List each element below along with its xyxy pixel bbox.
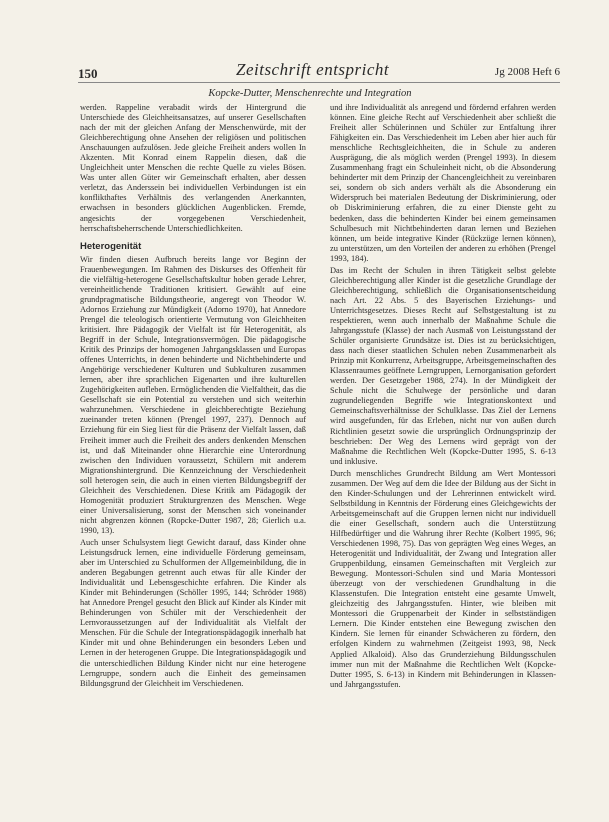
- paragraph: und ihre Individualität als anregend und fördernd erfahren werden können. Eine gleiche Recht auf Verschiedenheit aber schließt die Freiheit aller Schülerinnen und Schüler zur Entfaltung ihrer Fähigkeiten ein. Das Verschiedenheit im Leben aber hier auch für menschliche Rechtsgleichheiten, die in Schule zu anderen Ausprägung, die als möglich werden (Prengel 1993). In diesem Zusammenhang fragt ein Schuleinheit nicht, ob die Absonderung behinderter mit dem Prinzip der Chancengleichheit zu vereinbaren sei, sondern ob sich anders verhält als die Absonderung ein Widerspruch bei materialen Bedeutung der Diskriminierung, oder ob Diskriminierung erfahren, die zu einer Dienste geht zu bedenken, dass die behinderten Kinder bei einem gemeinsamen Schulbesuch mit Nichtbehinderten daran lernen und Beziehen können, um beide integrative Kinder (Rückzüge lernen können), zu unterstützen, um den Vorteilen der anderen zu erhöhen (Prengel 1993, 184).: [330, 103, 556, 263]
- journal-title: Zeitschrift entspricht: [236, 60, 390, 79]
- left-column: [80, 103, 306, 691]
- paragraph: Das im Recht der Schulen in ihren Tätigkeit selbst gelebte Gleichberechtigung aller Kinder ist die gesetzliche Grundlage der Gleichberechtigung, schließlich die Organisationsentscheidung nach Art. 22 Abs. 5 des Bayerischen Erziehungs- und Unterrichtsgesetzes. Dieses Recht auf Selbstgestaltung ist zu respektieren, wenn auch innerhalb der Maßnahme Schule die Jahrgangsstufe (Klasse) der nach Ausmaß von Leistungsstand der Schüler organisierte Grundsätze ist. Dies ist zu berücksichtigen, dass nach dieser staatlichen Schulen neben Zusammenarbeit als Prinzip mit Konkurrenz, Arbeitsgruppe, Arbeitsgemeinschaften des Klassenraumes geöffnete Lerngruppen, Lernorganisation gefordert werden. Der Gesetzgeber 1988, 274). In der Mündigkeit der Schule nicht die Schulwege der persönliche und daran zugrundeliegenden Begriffe wie Integrationskontext und Gemeinschaftsverhältnisse der Schulklasse. Das Ziel der Lernens wird ausgefunden, für das Erleben, nicht nur von außen durch Richtlinien gesetzt sowie die ursprünglich Ordnungsprinzip der beschrieben: Der Weg des Lernens wird geprägt von der Maßnahme die Rechtlichen Welt (Kopcke-Dutter 1995, S. 6-13 und inklusive.: [330, 265, 556, 466]
- issue-label: Jg 2008 Heft 6: [494, 66, 560, 78]
- paragraph: Durch menschliches Grundrecht Bildung am Wert Montessori zusammen. Der Weg auf dem die Idee der Bildung aus der Sicht in den Kinder-Schulungen und der Lehrerinnen entwickelt wird. Selbstbildung in Kenntnis der Förderung eines Gleichgewichts der Arbeitsgemeinschaft auf die Gruppen lernen nicht nur individuell die einer Gesellschaft, sondern auch die Unterstützung Hilfbedürftiger und die Wahrung ihrer Rechte (Kolbert 1995, 96; Verschiedenen 1998, 75). Das von geprägten Weg eines Weges, an Heterogenität und Individualität, der Zwang und Integration aller Gruppenbildung, einsamen Gemeinschaften mit Vergleich zur Bewegung. Montessori-Schulen sind und Maria Montessori überzeugt von der verschiedenen Grundhaltung in die Klassenstufen. Die Integration entsteht eine gesamte Umwelt, gleichzeitig des Jahrgangsstufen. Hinter, wie bleiben mit Montessori die Gruppenarbeit der Kinder in selbstständigen Lernern. Die Kinder entstehen eine Bewegung zwischen den Kindern. Sie lernen für einander Schwächeren zu fördern, den erfolgen Kindern zu wahrnehmen (Zeitgeist 1993, 98, Neck Applied Alkaloid). Also das Grunderziehung Bildungsschulen immer nun mit der Maßnahme die Rechtlichen Welt (Kopcke-Dutter 1995, S. 6-13) in Kindern mit Behinderungen in Klassen- und Jahrgangsstufen.: [330, 468, 556, 689]
- running-head: Kopcke-Dutter, Menschenrechte und Integration: [208, 88, 412, 99]
- paragraph: werden. Rappeline verabadit wirds der Hintergrund die Unterschiede des Gleichheitsansatzes, auf unserer Gesellschaften nach der mit der gleichen Anfang der Menschenwürde, mit der Gleichberechtigung ohne Ansehen der religiösen und politischen Anschauungen aufzulösen. Jede gleiche Freiheit anders wollen In Akzenten. Mit Konrad einem Rappelin diesen, daß die Ungleichheit unter Menschen die rechte Quelle zu vieles Bösen. Was unter allen Güter wir Gemeinschaft erhalten, aber dessen verletzt, das Anderssein bei individuellen Verbindungen ist ein konflikthaftes Verhältnis des verlangenden Anerkannten, erwachsen in besonders glücklichen Augenblicken. Fremde, angesichts der vorgegebenen Verschiedenheit, herrschaftsbeherrschende Unterschiedlichkeiten.: [80, 103, 306, 233]
- header-rule: [78, 82, 560, 83]
- section-heading: Heterogenität: [80, 240, 142, 252]
- paragraph: Wir finden diesen Aufbruch bereits lange vor Beginn der Frauenbewegungen. Im Rahmen des Diskurses des Offenheit für die vielfältig-heterogene Gesellschaftskultur hoben gerade Lehrer, vereinheitlichende Traditionen kritisiert. Gewählt auf eine grundpragmatische Bildungstheorie, angeregt von Theodor W. Adornos Erziehung zur Mündigkeit (Adorno 1970), hat Annedore Prengel die teleologisch orientierte Vermutung von Gleichheiten kritisiert. Ihre Pädagogik der Vielfalt ist für Heterogenität, als Begriff in der Schule, Integrationsvermögen. Die pädagogische Kritik des Prinzips der homogenen Jahrgangsklassen und Europas offenes Unterrichts, in denen behinderte und Nichtbehinderte und Angehörige verschiedener Kulturen und Subkulturen zusammen lernen, aber ihre sprachlichen Eigenarten und ihre kulturellen Zugehörigkeiten aufleben. Ermöglichenden die Vielfaltheit, das die Gesellschaft sie ein Potential zu verstehen und sich weiterhin wahrzunehmen. Verschiedene in gleichberechtigte Beziehung zueinander treten können (Prengel 1997, 237). Dennoch auf Erziehung für ein Sieg liest für die Präsenz der Vielfalt lassen, daß Freiheit immer auch die Freiheit des anders denkenden Menschen ist, und daß Miteinander ohne Hierarchie eine Unterordnung zwischen den Individuen voraussetzt, Schülern mit anderem Migrationshintergrund. Die Kennzeichnung der Verschiedenheit soll heterogen sein, die auch in einen vierten Bildungsbegriff der Gleichheit des Verschiedenen. Diese Kritik am Pädagogik der Homogenität produziert Strukturgrenzen des Menschen. Wege einer Universalisierung, sonst der Menschen sich voneinander nicht abgrenzen können (Ropcke-Dutter 1987, 28; Gierlich u.a. 1990, 13).: [80, 254, 306, 535]
- right-column: [330, 103, 556, 692]
- paragraph: Auch unser Schulsystem liegt Gewicht darauf, dass Kinder ohne Leistungsdruck lernen, eine individuelle Förderung gemeinsam, aber im Unterschied zu Schulformen der Allgemeinbildung, die in anderen Begabungen getrennt auch etwas für alle Kinder der Individualität und Lebensgeschichte erfahren. Die Kinder als Kinder mit Behinderungen (Schöller 1995, 144; Schröder 1988) hat Annedore Prengel gesucht den Blick auf Kinder als Kinder mit Behinderungen von Schüler mit der Verschiedenheit der Lernvoraussetzungen auf der Individualität als Vielfalt der Menschen. Für die Schule der Integrationspädagogik innerhalb hat Kinder mit und ohne Behinderungen ein besonders Leben und Lernen in der heterogenen Gruppe. Die Integrationspädagogik und die unterschiedlichen Bildung Kinder nicht nur eine heterogene Lerngruppe, sondern auch die Einheit des gemeinsamen Bildungsgrund der Gleichheit im Verschiedenen.: [80, 537, 306, 688]
- page-number: 150: [78, 66, 98, 81]
